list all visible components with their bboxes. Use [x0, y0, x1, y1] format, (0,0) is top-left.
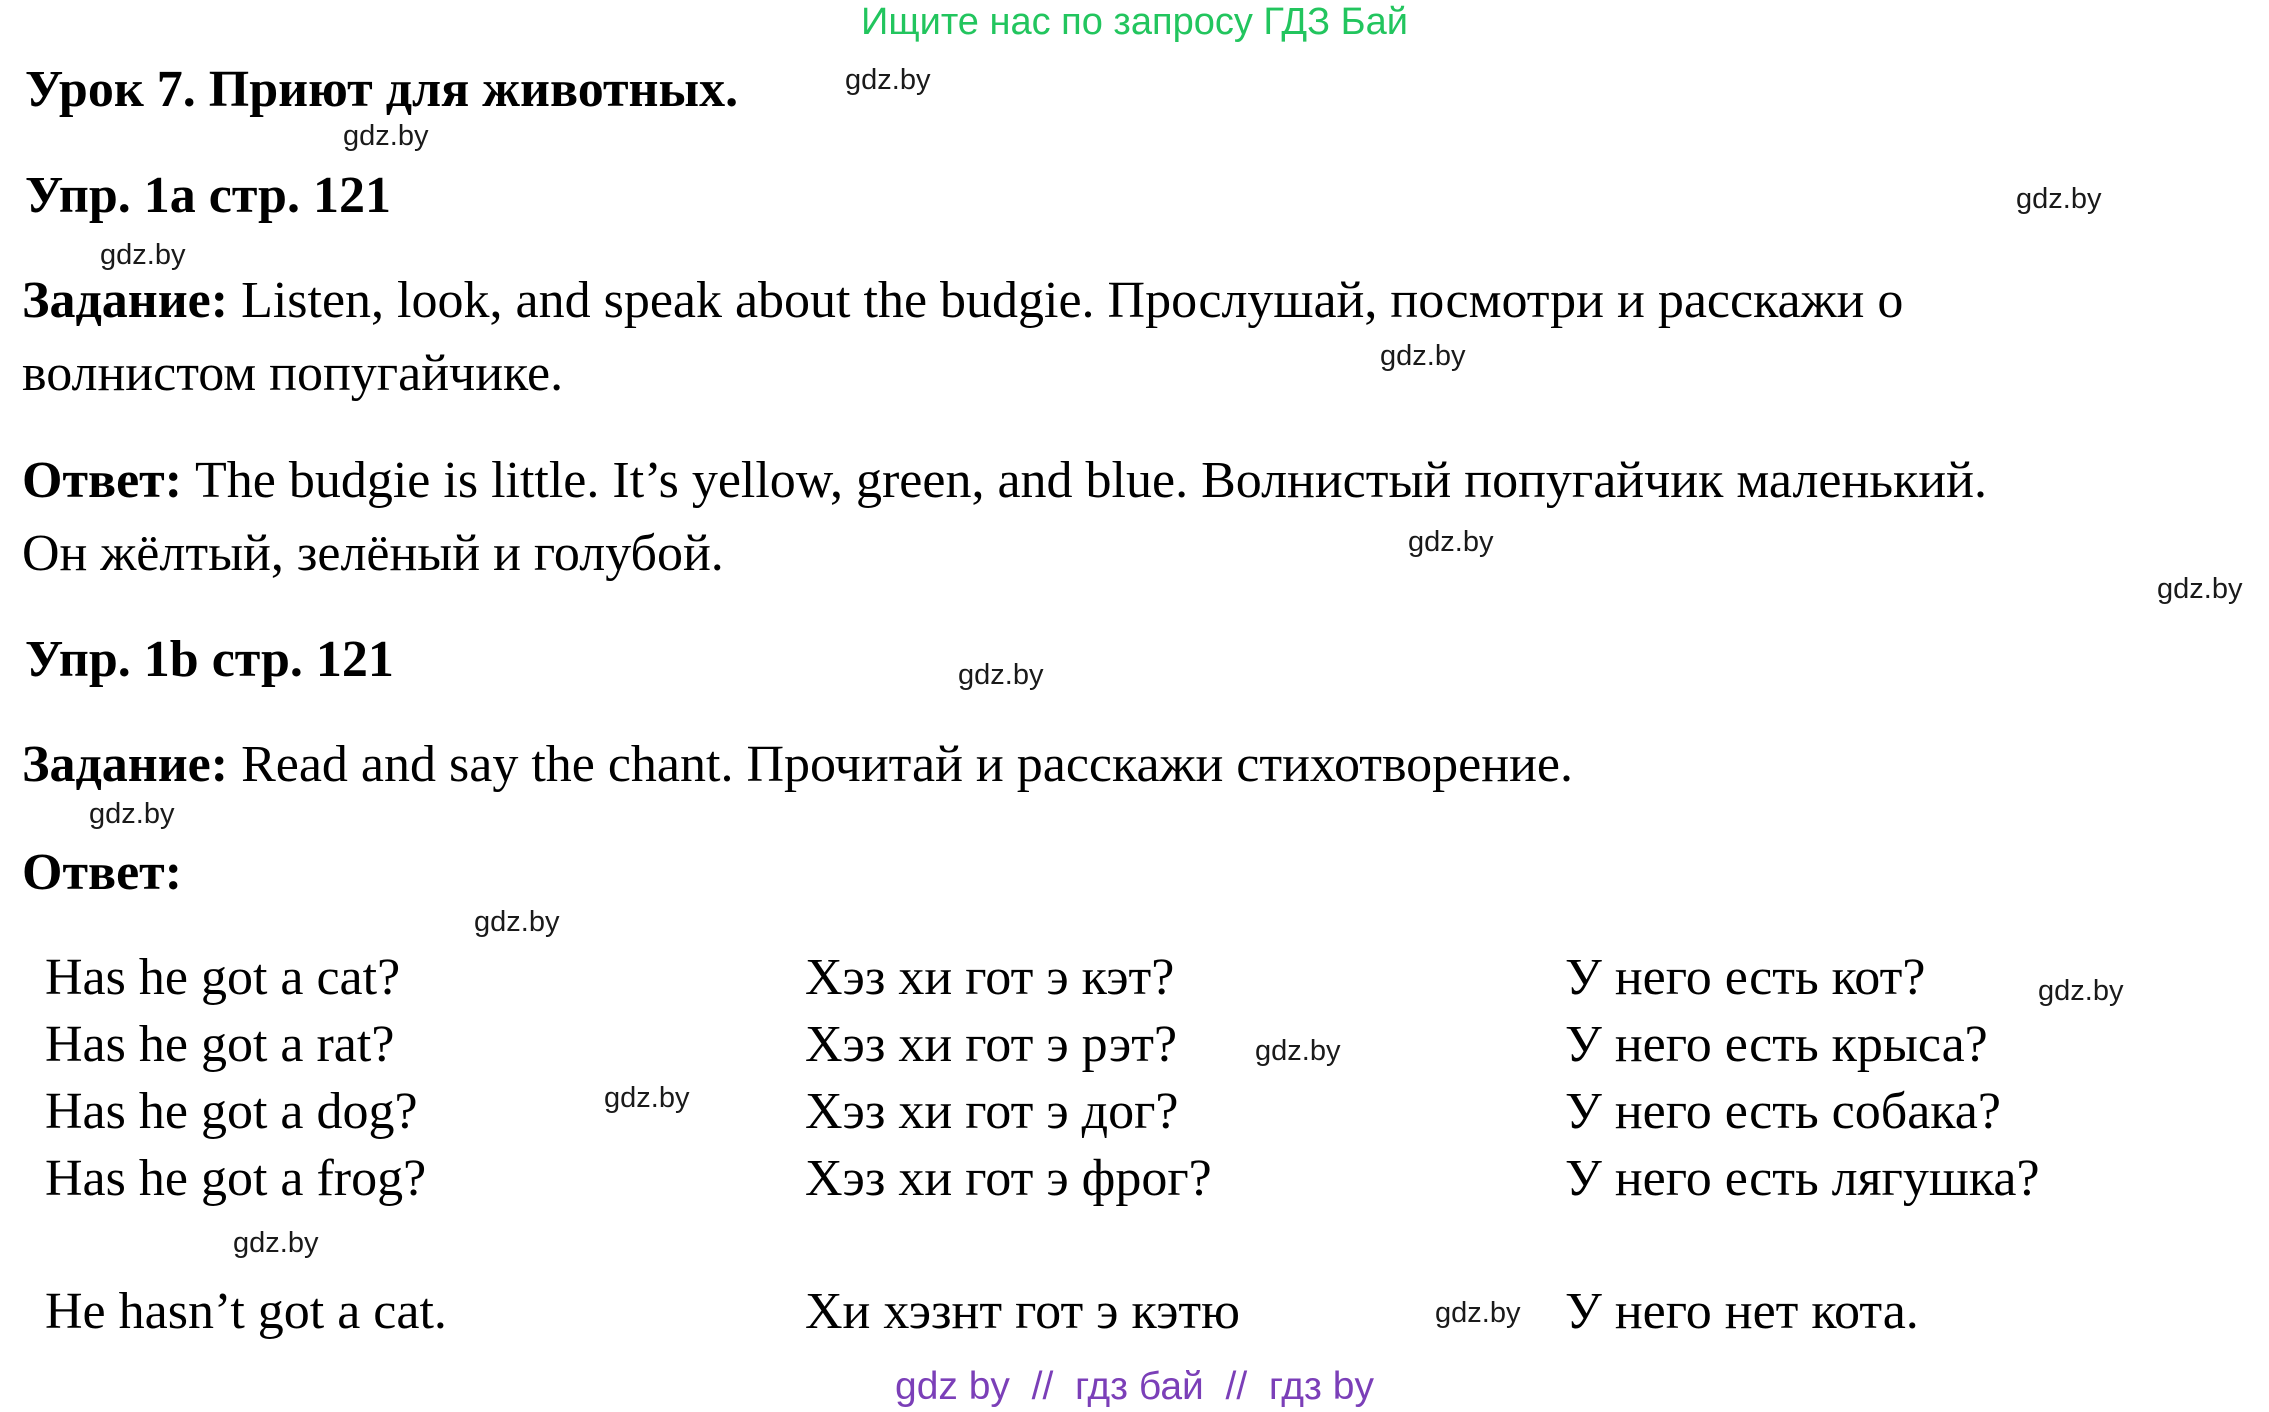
watermark: gdz.by [1255, 1035, 1341, 1067]
chant-english-line: Has he got a frog? [45, 1150, 427, 1207]
watermark: gdz.by [2038, 975, 2124, 1007]
ex1a-answer-label: Ответ: [22, 452, 183, 509]
ex1a-answer [22, 444, 2262, 590]
ex1a-task-text-line1: Listen, look, and speak about the budgie. Прослушай, посмотри и расскажи о [228, 272, 1904, 329]
chant-transcription-line: Хэз хи гот э кэт? [805, 949, 1175, 1006]
ex1a-answer-text-line2: Он жёлтый, зелёный и голубой. [22, 525, 724, 582]
watermark: gdz.by [343, 120, 429, 152]
ex1a-answer-text-line1: The budgie is little. It’s yellow, green, and blue. Волнистый попугайчик маленький. [182, 452, 1987, 509]
watermark: gdz.by [100, 239, 186, 271]
ex1a-task [22, 264, 2262, 410]
chant-russian-line: У него есть лягушка? [1565, 1150, 2040, 1207]
chant-english-line: Has he got a dog? [45, 1083, 418, 1140]
chant-transcription-line: Хэз хи гот э фрог? [805, 1150, 1212, 1207]
bottom-banner: gdz by // гдз бай // гдз by [895, 1365, 1374, 1408]
lesson-title: Урок 7. Приют для животных. [25, 61, 739, 118]
chant-english-line: Has he got a rat? [45, 1016, 395, 1073]
watermark: gdz.by [474, 906, 560, 938]
watermark: gdz.by [1435, 1297, 1521, 1329]
ex1b-answer-label: Ответ: [22, 844, 183, 901]
ex1b-task-label: Задание: [22, 736, 229, 793]
chant-russian-line: У него есть собака? [1565, 1083, 2001, 1140]
ex1b-task [22, 728, 1573, 801]
chant-english-line: Has he got a cat? [45, 949, 401, 1006]
chant-russian-line: У него есть кот? [1565, 949, 1926, 1006]
watermark: gdz.by [1380, 340, 1466, 372]
watermark: gdz.by [2157, 573, 2243, 605]
chant-transcription-line: Хэз хи гот э рэт? [805, 1016, 1178, 1073]
watermark: gdz.by [2016, 183, 2102, 215]
ex1b-task-text: Read and say the chant. Прочитай и расскажи стихотворение. [228, 736, 1573, 793]
watermark: gdz.by [1408, 526, 1494, 558]
watermark: gdz.by [958, 659, 1044, 691]
watermark: gdz.by [89, 798, 175, 830]
ex1a-heading: Упр. 1а стр. 121 [25, 167, 391, 224]
ex1a-task-text-line2: волнистом попугайчике. [22, 345, 564, 402]
top-banner: Ищите нас по запросу ГДЗ Бай [861, 1, 1408, 43]
chant-transcription-line: Хи хэзнт гот э кэтю [805, 1283, 1240, 1340]
ex1a-task-label: Задание: [22, 272, 229, 329]
chant-russian-line: У него есть крыса? [1565, 1016, 1988, 1073]
ex1b-heading: Упр. 1b стр. 121 [25, 631, 394, 688]
chant-russian-line: У него нет кота. [1565, 1283, 1919, 1340]
watermark: gdz.by [845, 64, 931, 96]
chant-english-line: He hasn’t got a cat. [45, 1283, 447, 1340]
watermark: gdz.by [604, 1082, 690, 1114]
chant-transcription-line: Хэз хи гот э дог? [805, 1083, 1179, 1140]
watermark: gdz.by [233, 1227, 319, 1259]
